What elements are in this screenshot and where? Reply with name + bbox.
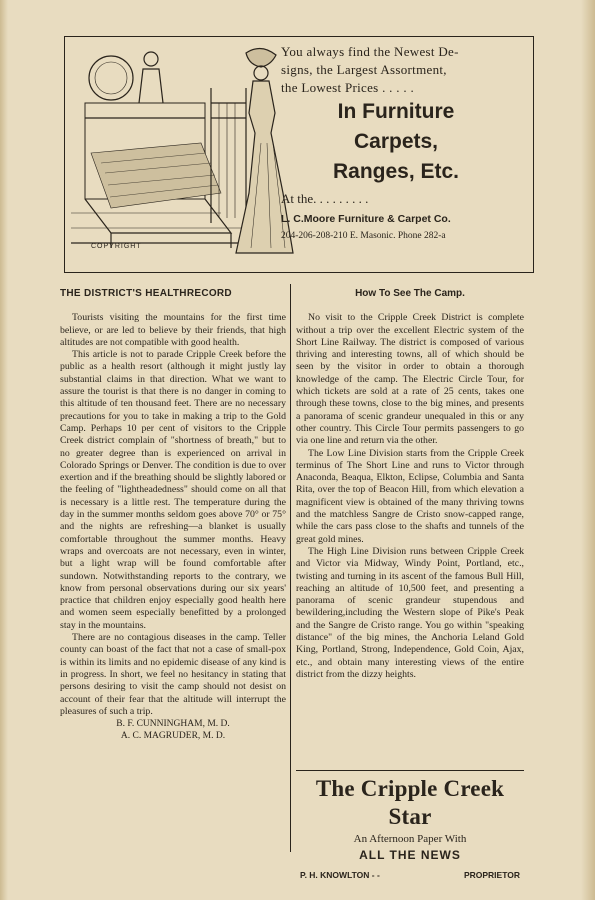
furniture-advertisement — [64, 36, 534, 273]
ad-headline-line: Carpets, — [353, 130, 439, 153]
store-name: L. C.Moore Furniture & Carpet Co. — [281, 213, 451, 225]
ad-intro-line: signs, the Largest Assortment, — [281, 62, 447, 77]
proprietor-line — [296, 870, 524, 880]
ad-intro — [281, 43, 531, 97]
article-paragraph: No visit to the Cripple Creek District is complete without a trip over the excellent Electric system of the Short Line Railway. The district is composed of various thriving and interesting towns, all of which should be seen by the visitor in order to obtain a thorough knowledge of the camp. The Electric Circle Tour, for which tickets are sold at a rate of 25 cents, takes one through these towns, close to the big mines, and presents a panorama of scenic grandeur unequaled in this or any other country. This Circle Tour permits passengers to go via one line and return via the other. — [296, 312, 524, 447]
column-divider — [290, 284, 291, 852]
ad-intro-line: the Lowest Prices . . . . . — [281, 80, 415, 95]
article-paragraph: The High Line Division runs between Cripple Creek and Victor via Midway, Windy Point, Portland, etc., twisting and turning in its ascent of the famous Bull Hill, reaching an altitude of 10,500 feet, and presenting a panorama of scenic grandeur stupendous and bewildering,including the Western slope of Pike's Peak and the Sangre de Cristo range. You go within "speaking distance" of the big mines, the Anchoria Leland Gold King, Portland, Strong, Independence, Gold Coin, Ajax, etc., and obtain many interesting views of the entire district from the dizzy heights. — [296, 545, 524, 680]
health-record-article — [60, 288, 286, 742]
newspaper-title: The Cripple Creek Star — [315, 776, 505, 829]
ad-at-line: At the. . . . . . . . . — [281, 191, 369, 206]
camp-tour-title: How To See The Camp. — [355, 288, 465, 299]
health-record-title: THE DISTRICT'S HEALTHRECORD — [60, 288, 232, 299]
ad-headline-line: Ranges, Etc. — [332, 160, 460, 183]
ad-headline-line: In Furniture — [337, 100, 455, 123]
ad-text-block — [281, 43, 531, 241]
proprietor-name: P. H. KNOWLTON - - — [300, 870, 380, 880]
store-address: 204-206-208-210 E. Masonic. Phone 282-a — [281, 231, 446, 241]
newspaper-slogan: ALL THE NEWS — [359, 848, 461, 862]
signature-line: A. C. MAGRUDER, M. D. — [120, 731, 226, 742]
copyright-mark: COPYRIGHT — [91, 243, 142, 250]
newspaper-advertisement — [296, 770, 524, 880]
signature-line: B. F. CUNNINGHAM, M. D. — [116, 719, 230, 730]
proprietor-label: PROPRIETOR — [463, 870, 520, 880]
ad-intro-line: You always find the Newest De- — [281, 44, 459, 59]
ad-headline — [261, 97, 531, 187]
ad-rule — [296, 770, 524, 771]
camp-tour-article — [296, 288, 524, 681]
article-paragraph: Tourists visiting the mountains for the first time believe, or are led to believe by their friends, that high altitudes are not compatible with good health. — [60, 312, 286, 348]
newspaper-subtitle: An Afternoon Paper With — [353, 833, 467, 845]
article-paragraph: This article is not to parade Cripple Creek before the public as a health resort (although it might justly lay substantial claims in that direction. What we want to assure the tourist is that there is no danger in coming to this altitude of ten thousand feet. There are no necessary precautions for you to take in making a trip to the Gold Camp. Perhaps 10 per cent of visitors to the Cripple Creek district complain of "shortness of breath," but to no greater degree than is experienced on arrival in Colorado Springs or Denver. The condition is due to over exertion and if the breathing should be slightly labored or the feeling of "lightheadedness" should come on all that is necessary is a little rest. The temperature during the day in the summer months seldom goes above 70° or 75° and the nights are refreshing—a blanket is usually comfortable throughout the summer months. Heavy wraps and overcoats are not necessary, even in winter, but a light wrap will be found comfortable after sundown. Notwithstanding reports to the contrary, we know from personal observations during our six years' practice that children enjoy especially good health here and women seem especially benefitted by a prolonged stay in the mountains. — [60, 349, 286, 631]
article-paragraph: The Low Line Division starts from the Cripple Creek terminus of The Short Line and runs to Victor through Anaconda, Beaqua, Elkton, Eclipse, Columbia and Santa Rita, over the top of Beacon Hill, from which elevation a magnificent view is obtained of the many thriving towns and the matchless Sangre de Cristo snow-capped range, while the cars pass close to the shafts and tunnels of the great gold mines. — [296, 447, 524, 545]
article-paragraph: There are no contagious diseases in the camp. Teller county can boast of the fact that not a case of small-pox is within its limits and no epidemic disease of any kind is in progress. In short, we feel no hesitancy in stating that persons desiring to visit the camp should not desist on account of their fear that the altitude will interrupt the pleasures of such a trip. — [60, 632, 286, 717]
